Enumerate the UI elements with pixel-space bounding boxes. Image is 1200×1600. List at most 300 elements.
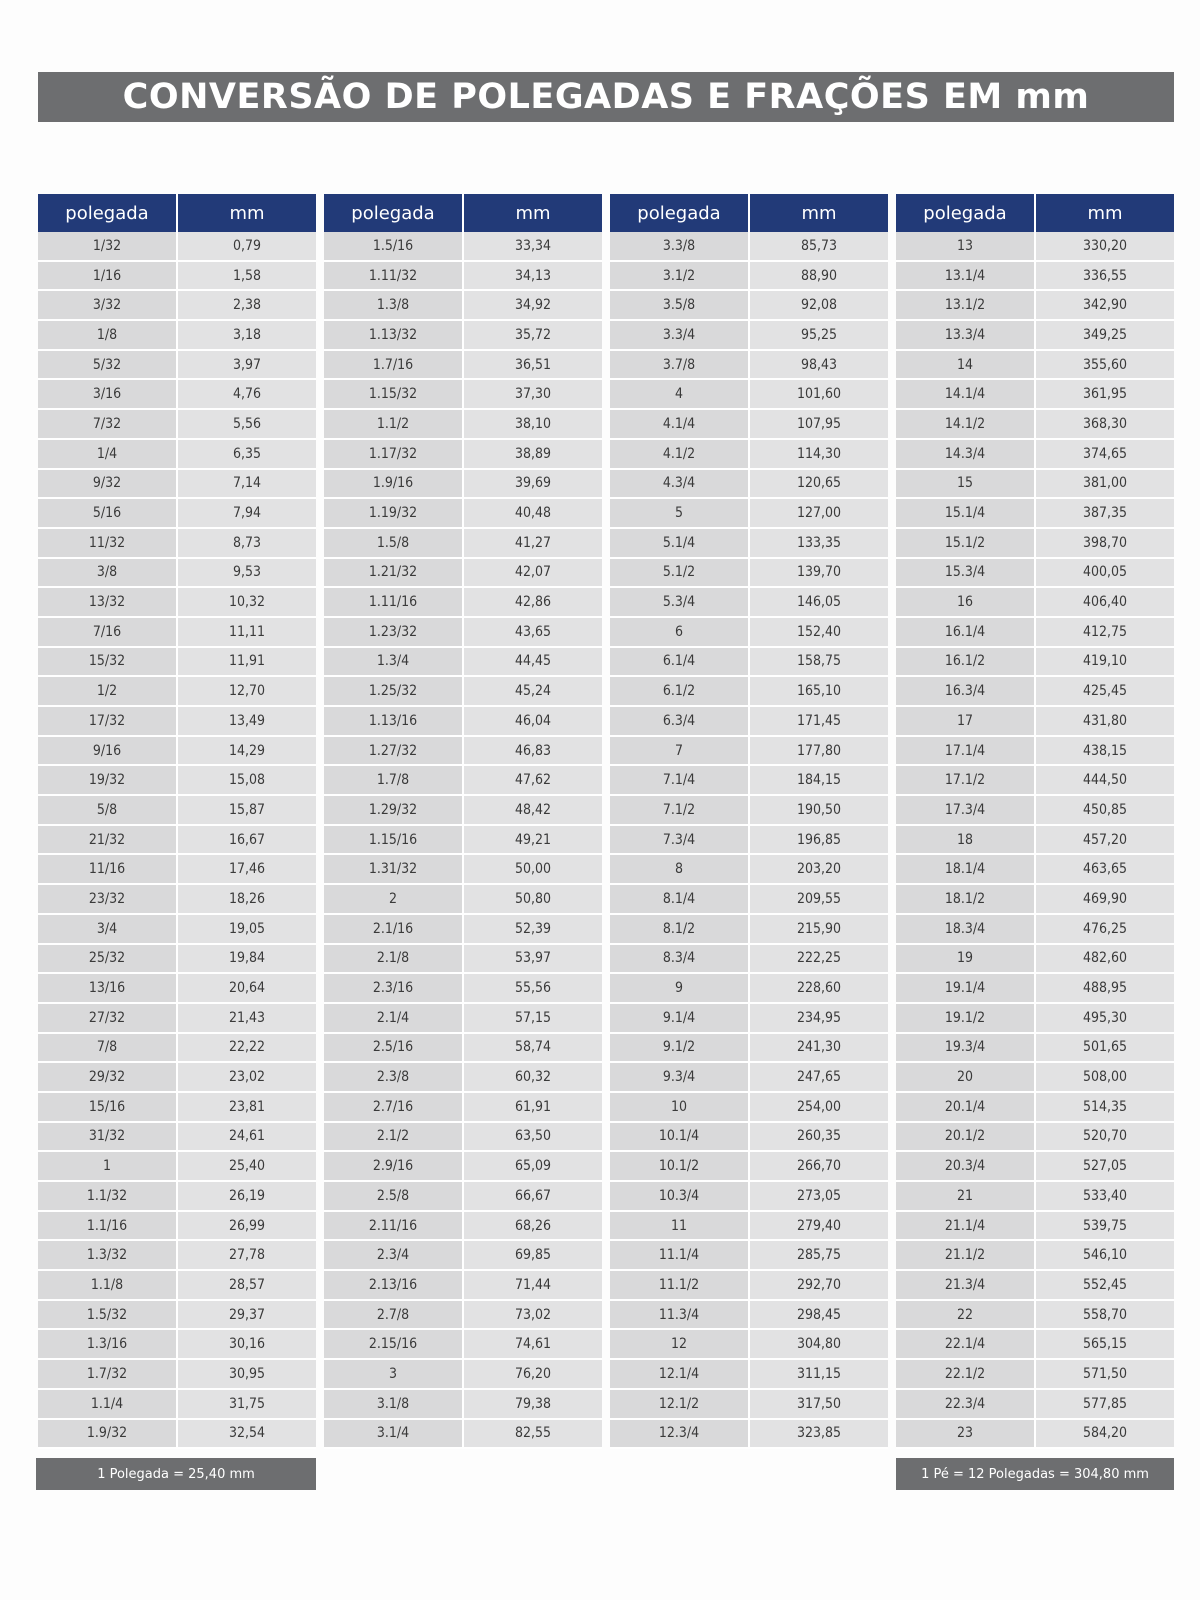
table-row — [896, 379, 1174, 409]
mm-cell: 23,81 — [177, 1092, 316, 1122]
table-row — [324, 1062, 602, 1092]
table-row — [324, 232, 602, 261]
mm-cell: 558,70 — [1035, 1300, 1174, 1330]
table-row — [324, 350, 602, 380]
inch-cell: 2.13/16 — [324, 1270, 463, 1300]
table-row — [324, 1300, 602, 1330]
mm-cell: 139,70 — [749, 558, 888, 588]
mm-cell: 38,10 — [463, 409, 602, 439]
mm-cell: 234,95 — [749, 1003, 888, 1033]
inch-cell: 3/32 — [38, 290, 177, 320]
inch-cell: 14.1/4 — [896, 379, 1035, 409]
table-row — [38, 587, 316, 617]
inch-cell: 18.1/2 — [896, 884, 1035, 914]
mm-cell: 361,95 — [1035, 379, 1174, 409]
mm-cell: 50,80 — [463, 884, 602, 914]
inch-cell: 15/16 — [38, 1092, 177, 1122]
inch-cell: 3.7/8 — [610, 350, 749, 380]
inch-cell: 1.5/32 — [38, 1300, 177, 1330]
inch-cell: 1.19/32 — [324, 498, 463, 528]
table-row — [38, 558, 316, 588]
table-row — [610, 1062, 888, 1092]
table-row — [38, 1270, 316, 1300]
table-row — [610, 617, 888, 647]
mm-cell: 55,56 — [463, 973, 602, 1003]
mm-cell: 85,73 — [749, 232, 888, 261]
inch-cell: 1/16 — [38, 261, 177, 291]
mm-cell: 552,45 — [1035, 1270, 1174, 1300]
table-row — [610, 854, 888, 884]
mm-cell: 368,30 — [1035, 409, 1174, 439]
table-row — [896, 795, 1174, 825]
inch-cell: 1.13/16 — [324, 706, 463, 736]
table-row — [610, 1240, 888, 1270]
inch-cell: 19.1/2 — [896, 1003, 1035, 1033]
mm-cell: 23,02 — [177, 1062, 316, 1092]
mm-cell: 88,90 — [749, 261, 888, 291]
mm-cell: 241,30 — [749, 1033, 888, 1063]
table-row — [38, 1329, 316, 1359]
table-row — [610, 825, 888, 855]
mm-cell: 92,08 — [749, 290, 888, 320]
inch-cell: 23 — [896, 1419, 1035, 1449]
table-row — [38, 1092, 316, 1122]
table-row — [324, 914, 602, 944]
conversion-table-3 — [610, 194, 888, 1449]
inch-cell: 9/16 — [38, 736, 177, 766]
table-row — [896, 765, 1174, 795]
mm-cell: 457,20 — [1035, 825, 1174, 855]
table-row — [324, 1389, 602, 1419]
mm-cell: 15,08 — [177, 765, 316, 795]
inch-cell: 19 — [896, 944, 1035, 974]
mm-cell: 42,07 — [463, 558, 602, 588]
table-row — [38, 1151, 316, 1181]
table-row — [324, 558, 602, 588]
inch-cell: 8 — [610, 854, 749, 884]
conversion-table-1 — [38, 194, 316, 1449]
inch-cell: 18 — [896, 825, 1035, 855]
inch-cell: 8.3/4 — [610, 944, 749, 974]
table-row — [896, 469, 1174, 499]
inch-cell: 7.1/4 — [610, 765, 749, 795]
inch-cell: 1.3/8 — [324, 290, 463, 320]
inch-cell: 12.1/4 — [610, 1359, 749, 1389]
table-row — [896, 1359, 1174, 1389]
mm-cell: 381,00 — [1035, 469, 1174, 499]
table-row — [38, 409, 316, 439]
table-row — [324, 1003, 602, 1033]
inch-cell: 2.3/8 — [324, 1062, 463, 1092]
inch-cell: 2.7/16 — [324, 1092, 463, 1122]
table-row — [896, 1181, 1174, 1211]
inch-cell: 4.1/4 — [610, 409, 749, 439]
mm-cell: 26,19 — [177, 1181, 316, 1211]
column-header-mm: mm — [749, 194, 888, 232]
inch-cell: 20 — [896, 1062, 1035, 1092]
table-row — [896, 914, 1174, 944]
table-row — [324, 825, 602, 855]
mm-cell: 47,62 — [463, 765, 602, 795]
mm-cell: 247,65 — [749, 1062, 888, 1092]
table-row — [324, 765, 602, 795]
inch-cell: 1.1/16 — [38, 1211, 177, 1241]
inch-cell: 19/32 — [38, 765, 177, 795]
table-row — [324, 1270, 602, 1300]
inch-cell: 1.7/32 — [38, 1359, 177, 1389]
mm-cell: 3,97 — [177, 350, 316, 380]
inch-cell: 1/4 — [38, 439, 177, 469]
inch-cell: 20.3/4 — [896, 1151, 1035, 1181]
inch-cell: 14.1/2 — [896, 409, 1035, 439]
inch-cell: 12.1/2 — [610, 1389, 749, 1419]
table-row — [38, 1240, 316, 1270]
inch-cell: 1.21/32 — [324, 558, 463, 588]
column-header-mm: mm — [463, 194, 602, 232]
inch-cell: 1.3/16 — [38, 1329, 177, 1359]
mm-cell: 120,65 — [749, 469, 888, 499]
mm-cell: 20,64 — [177, 973, 316, 1003]
table-row — [896, 409, 1174, 439]
inch-cell: 15.3/4 — [896, 558, 1035, 588]
inch-cell: 3.1/8 — [324, 1389, 463, 1419]
mm-cell: 349,25 — [1035, 320, 1174, 350]
table-row — [896, 558, 1174, 588]
table-row — [38, 1419, 316, 1449]
mm-cell: 2,38 — [177, 290, 316, 320]
mm-cell: 98,43 — [749, 350, 888, 380]
table-row — [896, 617, 1174, 647]
inch-cell: 5.1/4 — [610, 528, 749, 558]
table-row — [324, 320, 602, 350]
table-row — [896, 647, 1174, 677]
inch-cell: 3/16 — [38, 379, 177, 409]
table-row — [896, 587, 1174, 617]
mm-cell: 46,83 — [463, 736, 602, 766]
table-row — [896, 261, 1174, 291]
table-row — [324, 617, 602, 647]
mm-cell: 60,32 — [463, 1062, 602, 1092]
inch-cell: 1.23/32 — [324, 617, 463, 647]
inch-cell: 18.1/4 — [896, 854, 1035, 884]
table-row — [38, 944, 316, 974]
inch-cell: 1.31/32 — [324, 854, 463, 884]
inch-cell: 1.15/32 — [324, 379, 463, 409]
mm-cell: 114,30 — [749, 439, 888, 469]
mm-cell: 488,95 — [1035, 973, 1174, 1003]
table-row — [896, 439, 1174, 469]
inch-cell: 5 — [610, 498, 749, 528]
table-row — [896, 1419, 1174, 1449]
mm-cell: 152,40 — [749, 617, 888, 647]
table-row — [896, 706, 1174, 736]
table-row — [38, 617, 316, 647]
table-row — [324, 1329, 602, 1359]
inch-cell: 1.11/32 — [324, 261, 463, 291]
inch-cell: 1.1/2 — [324, 409, 463, 439]
inch-cell: 15 — [896, 469, 1035, 499]
table-row — [896, 320, 1174, 350]
mm-cell: 44,45 — [463, 647, 602, 677]
table-row — [610, 261, 888, 291]
page-title: CONVERSÃO DE POLEGADAS E FRAÇÕES EM mm — [38, 72, 1174, 122]
inch-cell: 14.3/4 — [896, 439, 1035, 469]
table-row — [38, 647, 316, 677]
table-row — [324, 528, 602, 558]
table-row — [610, 350, 888, 380]
mm-cell: 273,05 — [749, 1181, 888, 1211]
table-row — [324, 676, 602, 706]
inch-cell: 3.5/8 — [610, 290, 749, 320]
inch-cell: 13/32 — [38, 587, 177, 617]
inch-cell: 9/32 — [38, 469, 177, 499]
table-row — [324, 587, 602, 617]
table-row — [38, 439, 316, 469]
table-row — [610, 1419, 888, 1449]
mm-cell: 32,54 — [177, 1419, 316, 1449]
column-header-inch: polegada — [38, 194, 177, 232]
mm-cell: 3,18 — [177, 320, 316, 350]
table-row — [610, 1033, 888, 1063]
mm-cell: 336,55 — [1035, 261, 1174, 291]
table-row — [896, 528, 1174, 558]
inch-cell: 9 — [610, 973, 749, 1003]
mm-cell: 11,11 — [177, 617, 316, 647]
mm-cell: 27,78 — [177, 1240, 316, 1270]
inch-cell: 1.17/32 — [324, 439, 463, 469]
mm-cell: 146,05 — [749, 587, 888, 617]
table-row — [610, 1092, 888, 1122]
inch-cell: 22.1/2 — [896, 1359, 1035, 1389]
inch-cell: 25/32 — [38, 944, 177, 974]
mm-cell: 34,92 — [463, 290, 602, 320]
mm-cell: 292,70 — [749, 1270, 888, 1300]
mm-cell: 43,65 — [463, 617, 602, 647]
inch-cell: 9.1/2 — [610, 1033, 749, 1063]
mm-cell: 196,85 — [749, 825, 888, 855]
mm-cell: 79,38 — [463, 1389, 602, 1419]
table-row — [896, 1300, 1174, 1330]
inch-cell: 21.3/4 — [896, 1270, 1035, 1300]
mm-cell: 52,39 — [463, 914, 602, 944]
inch-cell: 3.1/4 — [324, 1419, 463, 1449]
table-row — [38, 795, 316, 825]
table-row — [324, 944, 602, 974]
inch-cell: 15.1/2 — [896, 528, 1035, 558]
inch-cell: 16.1/4 — [896, 617, 1035, 647]
table-row — [610, 914, 888, 944]
mm-cell: 53,97 — [463, 944, 602, 974]
mm-cell: 8,73 — [177, 528, 316, 558]
mm-cell: 45,24 — [463, 676, 602, 706]
inch-cell: 17/32 — [38, 706, 177, 736]
table-row — [896, 1151, 1174, 1181]
mm-cell: 304,80 — [749, 1329, 888, 1359]
inch-cell: 11.1/4 — [610, 1240, 749, 1270]
table-row — [38, 676, 316, 706]
mm-cell: 9,53 — [177, 558, 316, 588]
mm-cell: 4,76 — [177, 379, 316, 409]
mm-cell: 419,10 — [1035, 647, 1174, 677]
inch-cell: 17 — [896, 706, 1035, 736]
mm-cell: 30,16 — [177, 1329, 316, 1359]
mm-cell: 12,70 — [177, 676, 316, 706]
mm-cell: 476,25 — [1035, 914, 1174, 944]
table-row — [896, 676, 1174, 706]
inch-cell: 7.3/4 — [610, 825, 749, 855]
mm-cell: 450,85 — [1035, 795, 1174, 825]
table-row — [896, 1003, 1174, 1033]
table-row — [38, 1062, 316, 1092]
table-row — [896, 1092, 1174, 1122]
inch-cell: 2.1/16 — [324, 914, 463, 944]
mm-cell: 311,15 — [749, 1359, 888, 1389]
mm-cell: 298,45 — [749, 1300, 888, 1330]
inch-cell: 1.1/8 — [38, 1270, 177, 1300]
table-row — [610, 736, 888, 766]
table-row — [610, 973, 888, 1003]
inch-cell: 1.7/8 — [324, 765, 463, 795]
table-row — [610, 1181, 888, 1211]
inch-cell: 9.1/4 — [610, 1003, 749, 1033]
table-row — [38, 1181, 316, 1211]
inch-cell: 6.1/4 — [610, 647, 749, 677]
inch-cell: 2.3/16 — [324, 973, 463, 1003]
table-row — [324, 884, 602, 914]
inch-cell: 1.5/16 — [324, 232, 463, 261]
table-row — [38, 736, 316, 766]
table-row — [38, 1389, 316, 1419]
mm-cell: 24,61 — [177, 1122, 316, 1152]
inch-cell: 18.3/4 — [896, 914, 1035, 944]
mm-cell: 95,25 — [749, 320, 888, 350]
table-row — [610, 469, 888, 499]
inch-cell: 2.5/16 — [324, 1033, 463, 1063]
inch-cell: 6 — [610, 617, 749, 647]
column-header-inch: polegada — [896, 194, 1035, 232]
inch-cell: 2.3/4 — [324, 1240, 463, 1270]
table-row — [610, 1300, 888, 1330]
table-row — [324, 647, 602, 677]
table-row — [610, 232, 888, 261]
table-row — [610, 765, 888, 795]
inch-cell: 20.1/4 — [896, 1092, 1035, 1122]
table-row — [324, 469, 602, 499]
table-row — [896, 350, 1174, 380]
mm-cell: 222,25 — [749, 944, 888, 974]
mm-cell: 26,99 — [177, 1211, 316, 1241]
table-row — [324, 1419, 602, 1449]
mm-cell: 127,00 — [749, 498, 888, 528]
table-row — [610, 558, 888, 588]
table-row — [610, 884, 888, 914]
table-row — [324, 1122, 602, 1152]
table-row — [324, 1033, 602, 1063]
inch-cell: 2.5/8 — [324, 1181, 463, 1211]
table-row — [610, 1003, 888, 1033]
table-row — [38, 1211, 316, 1241]
table-row — [610, 439, 888, 469]
mm-cell: 101,60 — [749, 379, 888, 409]
mm-cell: 82,55 — [463, 1419, 602, 1449]
mm-cell: 501,65 — [1035, 1033, 1174, 1063]
mm-cell: 61,91 — [463, 1092, 602, 1122]
mm-cell: 46,04 — [463, 706, 602, 736]
table-row — [896, 1389, 1174, 1419]
mm-cell: 539,75 — [1035, 1211, 1174, 1241]
inch-cell: 6.1/2 — [610, 676, 749, 706]
table-row — [610, 706, 888, 736]
mm-cell: 48,42 — [463, 795, 602, 825]
table-row — [324, 1151, 602, 1181]
mm-cell: 406,40 — [1035, 587, 1174, 617]
inch-cell: 2.7/8 — [324, 1300, 463, 1330]
column-header-inch: polegada — [324, 194, 463, 232]
inch-cell: 11 — [610, 1211, 749, 1241]
inch-cell: 11.1/2 — [610, 1270, 749, 1300]
inch-cell: 16.3/4 — [896, 676, 1035, 706]
inch-cell: 8.1/2 — [610, 914, 749, 944]
inch-cell: 14 — [896, 350, 1035, 380]
mm-cell: 6,35 — [177, 439, 316, 469]
table-row — [610, 944, 888, 974]
inch-cell: 2.1/2 — [324, 1122, 463, 1152]
inch-cell: 3.3/8 — [610, 232, 749, 261]
table-row — [38, 765, 316, 795]
mm-cell: 508,00 — [1035, 1062, 1174, 1092]
mm-cell: 444,50 — [1035, 765, 1174, 795]
inch-cell: 2.9/16 — [324, 1151, 463, 1181]
inch-cell: 16 — [896, 587, 1035, 617]
inch-cell: 5.3/4 — [610, 587, 749, 617]
inch-cell: 20.1/2 — [896, 1122, 1035, 1152]
mm-cell: 13,49 — [177, 706, 316, 736]
inch-cell: 1.29/32 — [324, 795, 463, 825]
mm-cell: 254,00 — [749, 1092, 888, 1122]
table-row — [896, 290, 1174, 320]
mm-cell: 279,40 — [749, 1211, 888, 1241]
mm-cell: 58,74 — [463, 1033, 602, 1063]
mm-cell: 7,14 — [177, 469, 316, 499]
table-row — [324, 854, 602, 884]
inch-cell: 10 — [610, 1092, 749, 1122]
inch-cell: 4.3/4 — [610, 469, 749, 499]
mm-cell: 66,67 — [463, 1181, 602, 1211]
mm-cell: 38,89 — [463, 439, 602, 469]
mm-cell: 0,79 — [177, 232, 316, 261]
table-row — [610, 379, 888, 409]
table-row — [38, 350, 316, 380]
inch-cell: 17.1/4 — [896, 736, 1035, 766]
inch-cell: 2.1/4 — [324, 1003, 463, 1033]
table-row — [324, 498, 602, 528]
inch-cell: 19.1/4 — [896, 973, 1035, 1003]
table-row — [610, 1211, 888, 1241]
inch-cell: 11/16 — [38, 854, 177, 884]
table-row — [324, 973, 602, 1003]
inch-cell: 1/2 — [38, 676, 177, 706]
mm-cell: 28,57 — [177, 1270, 316, 1300]
table-row — [38, 1003, 316, 1033]
mm-cell: 158,75 — [749, 647, 888, 677]
table-row — [324, 290, 602, 320]
inch-cell: 22.1/4 — [896, 1329, 1035, 1359]
inch-cell: 17.1/2 — [896, 765, 1035, 795]
table-row — [38, 290, 316, 320]
table-row — [324, 409, 602, 439]
table-row — [38, 379, 316, 409]
inch-cell: 3.3/4 — [610, 320, 749, 350]
